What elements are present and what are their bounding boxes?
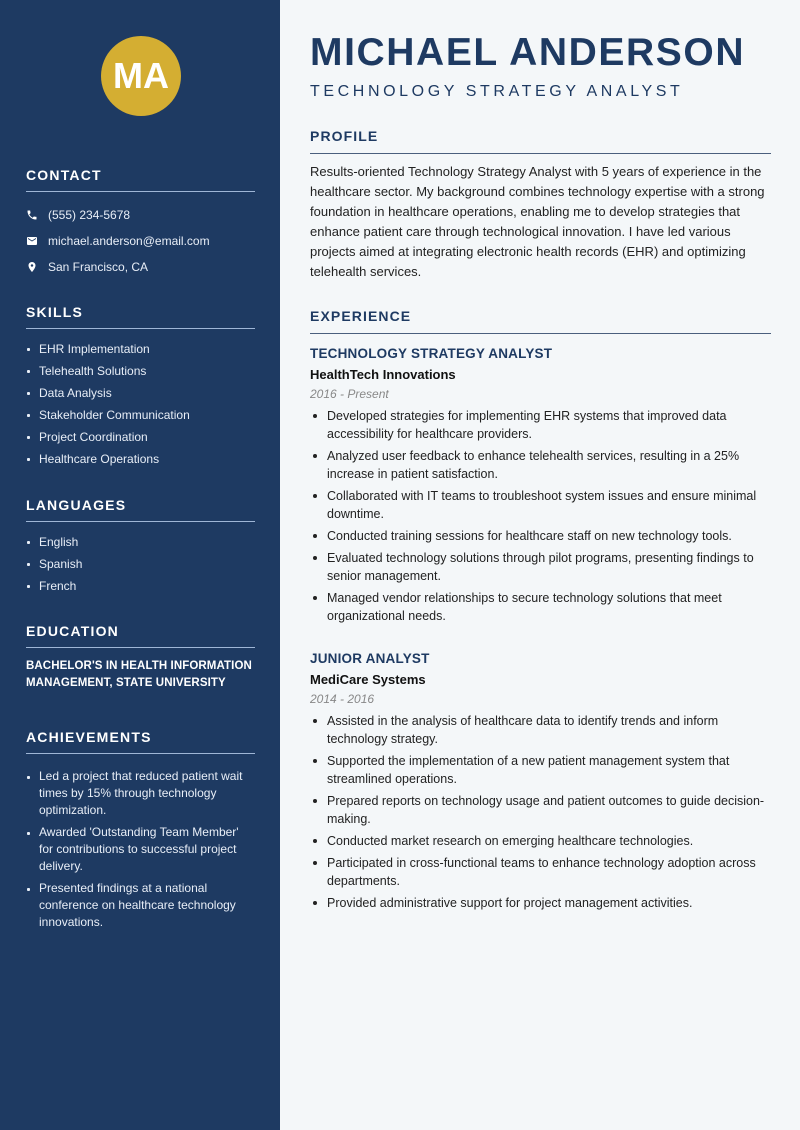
phone-icon <box>26 209 48 221</box>
contact-location-text: San Francisco, CA <box>48 260 149 274</box>
experience-section <box>310 308 771 334</box>
job-bullet: Managed vendor relationships to secure technology solutions that meet organizational needs. <box>310 589 771 625</box>
job-bullet: Conducted training sessions for healthcare staff on new technology tools. <box>310 527 771 545</box>
language-item: English <box>26 531 255 553</box>
job-bullet: Prepared reports on technology usage and patient outcomes to guide decision-making. <box>310 792 771 828</box>
job-bullet: Conducted market research on emerging healthcare technologies. <box>310 832 771 850</box>
job-company: HealthTech Innovations <box>310 367 456 382</box>
job-bullet: Analyzed user feedback to enhance telehealth services, resulting in a 25% increase in patient satisfaction. <box>310 447 771 483</box>
profile-text: Results-oriented Technology Strategy Analyst with 5 years of experience in the healthcare sector. My background combines technology expertise with a strong foundation in healthcare operations, enabling me to develop strategies that enhance patient care through technological innovation. I have led various projects aimed at integrating electronic health records (EHR) and optimizing telehealth services. <box>310 164 765 279</box>
skill-item: EHR Implementation <box>26 338 255 360</box>
languages-heading: LANGUAGES <box>26 497 255 522</box>
candidate-name: MICHAEL ANDERSON <box>310 31 746 74</box>
skills-list <box>26 338 255 470</box>
skills-heading: SKILLS <box>26 304 255 329</box>
achievement-item: Presented findings at a national conference on healthcare technology innovations. <box>26 880 255 931</box>
contact-email-text[interactable]: michael.anderson@email.com <box>48 234 210 248</box>
email-icon <box>26 235 48 247</box>
language-item: Spanish <box>26 553 255 575</box>
contact-list <box>26 202 255 280</box>
skill-item: Telehealth Solutions <box>26 360 255 382</box>
contact-phone-text[interactable]: (555) 234-5678 <box>48 208 131 222</box>
job-bullet: Participated in cross-functional teams to enhance technology adoption across departments. <box>310 854 771 890</box>
job-bullet: Developed strategies for implementing EHR systems that improved data accessibility for healthcare providers. <box>310 407 771 443</box>
job-bullet: Evaluated technology solutions through pilot programs, presenting findings to senior management. <box>310 549 771 585</box>
job-company: MediCare Systems <box>310 672 426 687</box>
experience-heading: EXPERIENCE <box>310 308 771 334</box>
achievement-item: Awarded 'Outstanding Team Member' for contributions to successful project delivery. <box>26 824 255 875</box>
avatar <box>101 36 181 116</box>
achievement-item: Led a project that reduced patient wait times by 15% through technology optimization. <box>26 768 255 819</box>
education-heading: EDUCATION <box>26 623 255 648</box>
contact-phone <box>26 202 255 228</box>
location-pin-icon <box>26 261 48 273</box>
languages-list <box>26 531 255 597</box>
job-bullets <box>310 712 771 912</box>
job-dates: 2014 - 2016 <box>310 692 375 706</box>
job-title: TECHNOLOGY STRATEGY ANALYST <box>310 346 553 361</box>
contact-location <box>26 254 255 280</box>
contact-section <box>26 167 255 280</box>
skill-item: Project Coordination <box>26 426 255 448</box>
job-entry <box>310 651 771 916</box>
languages-section <box>26 497 255 597</box>
skills-section <box>26 304 255 470</box>
job-bullets <box>310 407 771 625</box>
job-title: JUNIOR ANALYST <box>310 651 430 666</box>
language-item: French <box>26 575 255 597</box>
job-bullet: Collaborated with IT teams to troubleshoot system issues and ensure minimal downtime. <box>310 487 771 523</box>
contact-email <box>26 228 255 254</box>
avatar-initials: MA <box>113 55 169 96</box>
contact-heading: CONTACT <box>26 167 255 192</box>
profile-section <box>310 128 771 282</box>
achievements-heading: ACHIEVEMENTS <box>26 729 255 754</box>
job-entry <box>310 346 771 629</box>
education-section <box>26 623 255 692</box>
job-bullet: Provided administrative support for project management activities. <box>310 894 771 912</box>
sidebar <box>0 0 280 1130</box>
job-dates: 2016 - Present <box>310 387 389 401</box>
job-bullet: Assisted in the analysis of healthcare data to identify trends and inform technology strategy. <box>310 712 771 748</box>
education-degree: BACHELOR'S IN HEALTH INFORMATION MANAGEMENT, STATE UNIVERSITY <box>26 660 252 689</box>
candidate-title: TECHNOLOGY STRATEGY ANALYST <box>310 83 684 100</box>
skill-item: Healthcare Operations <box>26 448 255 470</box>
skill-item: Data Analysis <box>26 382 255 404</box>
skill-item: Stakeholder Communication <box>26 404 255 426</box>
achievements-section <box>26 729 255 936</box>
profile-heading: PROFILE <box>310 128 771 154</box>
job-bullet: Supported the implementation of a new patient management system that streamlined operations. <box>310 752 771 788</box>
achievements-list <box>26 768 255 931</box>
